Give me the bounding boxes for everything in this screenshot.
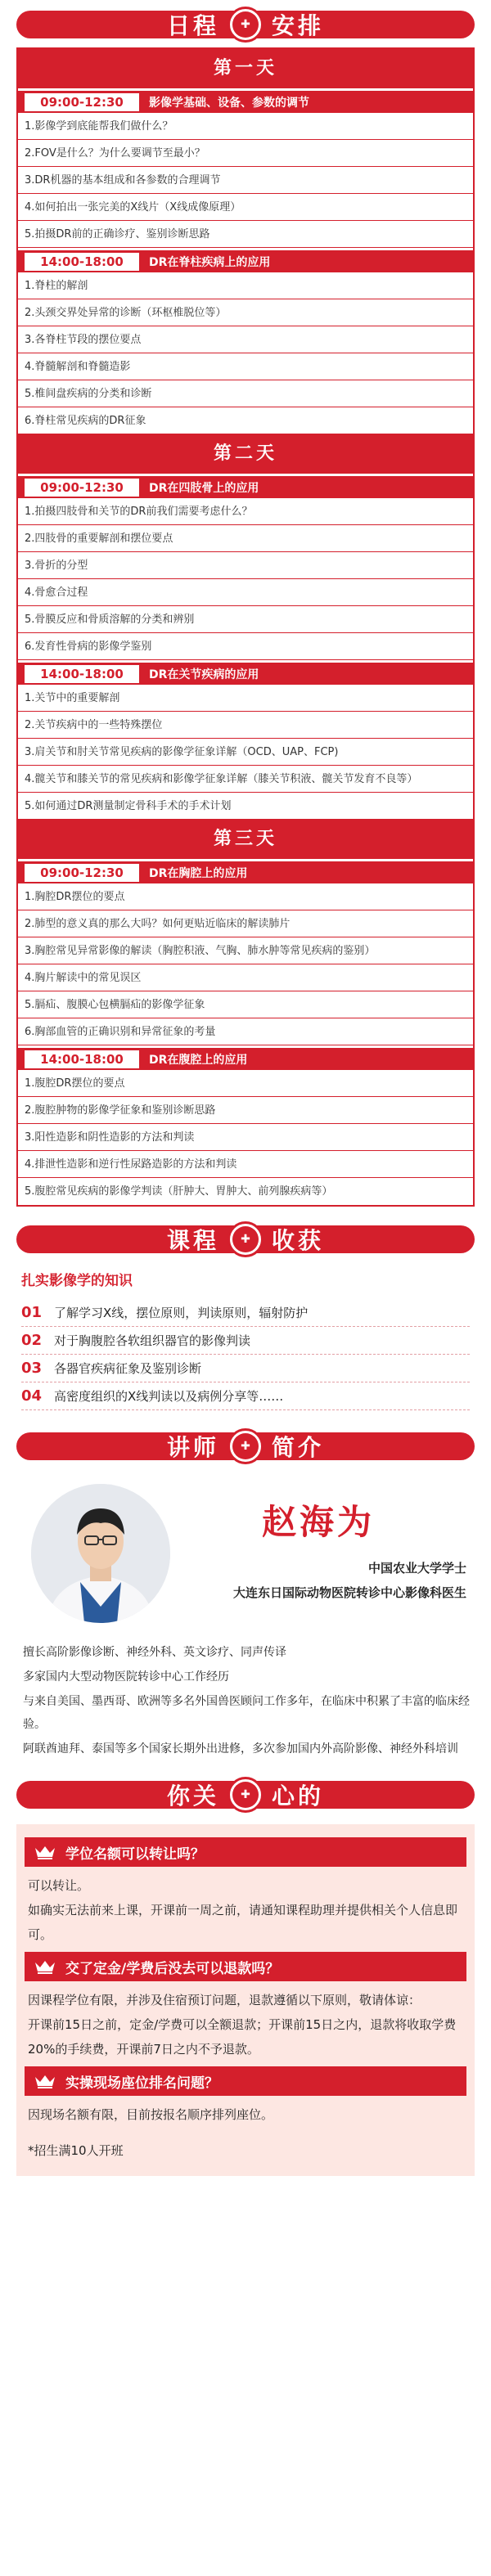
teacher-desc-line: 多家国内大型动物医院转诊中心工作经历 <box>23 1670 229 1684</box>
schedule-item: 5.骨膜反应和骨质溶解的分类和辨别 <box>18 606 473 633</box>
schedule-item: 3.肩关节和肘关节常见疾病的影像学征象详解（OCD、UAP、FCP) <box>18 739 473 766</box>
teacher-banner <box>16 1428 475 1464</box>
schedule-item: 5.拍摄DR前的正确诊疗、鉴别诊断思路 <box>18 221 473 248</box>
teacher-section <box>16 1477 475 1774</box>
session-header <box>18 1045 473 1070</box>
schedule-item: 1.影像学到底能帮我们做什么？ <box>18 113 473 140</box>
session-title: DR在四肢骨上的应用 <box>149 481 259 495</box>
schedule-item: 5.腹腔常见疾病的影像学判读（肝肿大、胃肿大、前列腺疾病等） <box>25 1185 333 1198</box>
schedule-item: 2.头颈交界处异常的诊断（环枢椎脱位等） <box>18 299 473 326</box>
schedule-item: 3.DR机器的基本组成和各参数的合理调节 <box>18 167 473 194</box>
session-time: 09:00-12:30 <box>25 93 139 111</box>
session-title: DR在关节疾病的应用 <box>149 668 259 681</box>
harvest-item <box>21 1355 470 1382</box>
faq-answer: 开课前15日之前，定金/学费可以全额退款；开课前15日之内，退款将收取学费20%的手续费，开课前7日之内不予退款。 <box>28 2017 457 2057</box>
schedule-item: 3.阳性造影和阴性造影的方法和判读 <box>18 1124 473 1151</box>
schedule-item: 1.拍摄四肢骨和关节的DR前我们需要考虑什么？ <box>18 498 473 525</box>
faq-question <box>25 1837 466 1867</box>
harvest-number: 01 <box>21 1304 43 1321</box>
schedule-item: 2.肺型的意义真的那么大吗？如何更贴近临床的解读肺片 <box>18 910 473 937</box>
faq-answer: 因课程学位有限，并涉及住宿预订问题，退款遵循以下原则，敬请体谅： <box>28 1993 421 2007</box>
doctor-badge-icon: ✚ <box>227 7 264 43</box>
teacher-desc-line: 与来自美国、墨西哥、欧洲等多名外国兽医顾问工作多年，在临床中积累了丰富的临床经验。 <box>23 1695 470 1731</box>
banner-title-left: 讲师 <box>166 1434 219 1461</box>
doctor-badge-icon: ✚ <box>227 1221 264 1257</box>
day-title: 第二天 <box>18 434 473 474</box>
session-header <box>18 248 473 272</box>
harvest-item <box>21 1299 470 1327</box>
session-time: 09:00-12:30 <box>25 864 139 882</box>
session-header <box>18 474 473 498</box>
faq-question <box>25 2066 466 2096</box>
schedule-item: 1.关节中的重要解剖 <box>18 685 473 712</box>
schedule-item: 2.FOV是什么？为什么要调节至最小？ <box>18 140 473 167</box>
harvest-item <box>21 1327 470 1355</box>
day-title: 第三天 <box>18 820 473 859</box>
session-time: 09:00-12:30 <box>25 479 139 497</box>
schedule-item: 3.各脊柱节段的摆位要点 <box>18 326 473 353</box>
faq-answer: 如确实无法前来上课，开课前一周之前，请通知课程助理并提供相关个人信息即可。 <box>28 1903 458 1942</box>
crown-icon <box>33 1959 57 1974</box>
faq-answer: 因现场名额有限，目前按报名顺序排列座位。 <box>28 2107 274 2122</box>
harvest-text: 了解学习X线，摆位原则，判读原则，辐射防护 <box>54 1306 309 1320</box>
session-time: 14:00-18:00 <box>25 253 139 271</box>
harvest-text: 高密度组织的X线判读以及病例分享等…… <box>54 1389 284 1404</box>
session-title: DR在腹腔上的应用 <box>149 1053 248 1067</box>
schedule-item: 6.脊柱常见疾病的DR征象 <box>18 407 473 434</box>
schedule-item: 4.脊髓解剖和脊髓造影 <box>18 353 473 380</box>
faq-question-text: 交了定金/学费后没去可以退款吗？ <box>65 1960 280 1977</box>
harvest-text: 对于胸腹腔各软组织器官的影像判读 <box>54 1333 251 1348</box>
session-title: 影像学基础、设备、参数的调节 <box>149 96 309 110</box>
session-header <box>18 859 473 883</box>
teacher-description <box>23 1641 471 1762</box>
schedule-banner <box>16 7 475 43</box>
teacher-title: 大连东日国际动物医院转诊中心影像科医生 <box>232 1585 466 1600</box>
schedule-table <box>16 47 475 1207</box>
banner-title-right: 安排 <box>272 12 325 39</box>
crown-icon <box>33 1845 57 1859</box>
schedule-item: 5.膈疝、腹膜心包横膈疝的影像学征象 <box>18 991 473 1018</box>
harvest-banner <box>16 1221 475 1257</box>
crown-icon <box>33 2074 57 2088</box>
harvest-list <box>21 1299 470 1410</box>
banner-title-left: 课程 <box>166 1227 219 1254</box>
harvest-number: 03 <box>21 1360 43 1377</box>
schedule-item: 4.骨愈合过程 <box>18 579 473 606</box>
harvest-item <box>21 1382 470 1410</box>
schedule-item: 1.胸腔DR摆位的要点 <box>18 883 473 910</box>
faq-question-text: 实操现场座位排名问题？ <box>65 2075 218 2092</box>
teacher-portrait <box>31 1484 170 1623</box>
course-page <box>0 7 491 2176</box>
schedule-item: 3.胸腔常见异常影像的解读（胸腔积液、气胸、肺水肿等常见疾病的鉴别） <box>18 937 473 964</box>
banner-title-right: 收获 <box>272 1227 325 1254</box>
banner-title-right: 心的 <box>272 1783 325 1809</box>
schedule-item: 5.椎间盘疾病的分类和诊断 <box>18 380 473 407</box>
faq-answer: 可以转让。 <box>28 1878 90 1893</box>
session-header <box>18 660 473 685</box>
schedule-item: 4.排泄性造影和逆行性尿路造影的方法和判读 <box>18 1151 473 1178</box>
session-time: 14:00-18:00 <box>25 665 139 683</box>
session-title: DR在胸腔上的应用 <box>149 866 248 880</box>
doctor-badge-icon: ✚ <box>227 1428 264 1464</box>
day-title: 第一天 <box>18 49 473 88</box>
schedule-item: 3.骨折的分型 <box>18 552 473 579</box>
doctor-badge-icon: ✚ <box>227 1777 264 1813</box>
faq-question-text: 学位名额可以转让吗？ <box>65 1845 205 1863</box>
schedule-item: 1.腹腔DR摆位的要点 <box>18 1070 473 1097</box>
schedule-item: 4.胸片解读中的常见误区 <box>18 964 473 991</box>
session-time: 14:00-18:00 <box>25 1050 139 1068</box>
schedule-item: 6.发育性骨病的影像学鉴别 <box>18 633 473 660</box>
teacher-desc-line: 擅长高阶影像诊断、神经外科、英文诊疗、同声传译 <box>23 1646 286 1659</box>
enroll-note: *招生满10人开班 <box>28 2143 124 2158</box>
faq-section <box>16 1824 475 2176</box>
banner-title-left: 你关 <box>166 1783 219 1809</box>
session-title: DR在脊柱疾病上的应用 <box>149 255 271 269</box>
faq-list <box>25 1837 466 2127</box>
banner-title-left: 日程 <box>166 12 219 39</box>
schedule-item: 4.髋关节和膝关节的常见疾病和影像学征象详解（膝关节积液、髋关节发育不良等） <box>18 766 473 793</box>
banner-title-right: 简介 <box>272 1434 325 1461</box>
schedule-item: 4.如何拍出一张完美的X线片（X线成像原理） <box>18 194 473 221</box>
harvest-number: 02 <box>21 1332 43 1349</box>
teacher-desc-line: 阿联酋迪拜、泰国等多个国家长期外出进修，多次参加国内外高阶影像、神经外科培训 <box>23 1742 458 1756</box>
harvest-heading: 扎实影像学的知识 <box>21 1273 133 1289</box>
teacher-name: 赵海为 <box>262 1502 376 1542</box>
faq-banner <box>16 1777 475 1813</box>
schedule-item: 5.如何通过DR测量制定骨科手术的手术计划 <box>18 793 473 820</box>
schedule-item: 1.脊柱的解剖 <box>18 272 473 299</box>
harvest-number: 04 <box>21 1387 43 1405</box>
schedule-item: 6.胸部血管的正确识别和异常征象的考量 <box>18 1018 473 1045</box>
teacher-degree: 中国农业大学学士 <box>367 1561 466 1576</box>
schedule-item: 2.四肢骨的重要解剖和摆位要点 <box>18 525 473 552</box>
session-header <box>18 88 473 113</box>
schedule-item: 2.腹腔肿物的影像学征象和鉴别诊断思路 <box>18 1097 473 1124</box>
harvest-text: 各器官疾病征象及鉴别诊断 <box>54 1361 202 1376</box>
faq-question <box>25 1952 466 1981</box>
harvest-section <box>16 1269 475 1410</box>
schedule-item: 2.关节疾病中的一些特殊摆位 <box>18 712 473 739</box>
